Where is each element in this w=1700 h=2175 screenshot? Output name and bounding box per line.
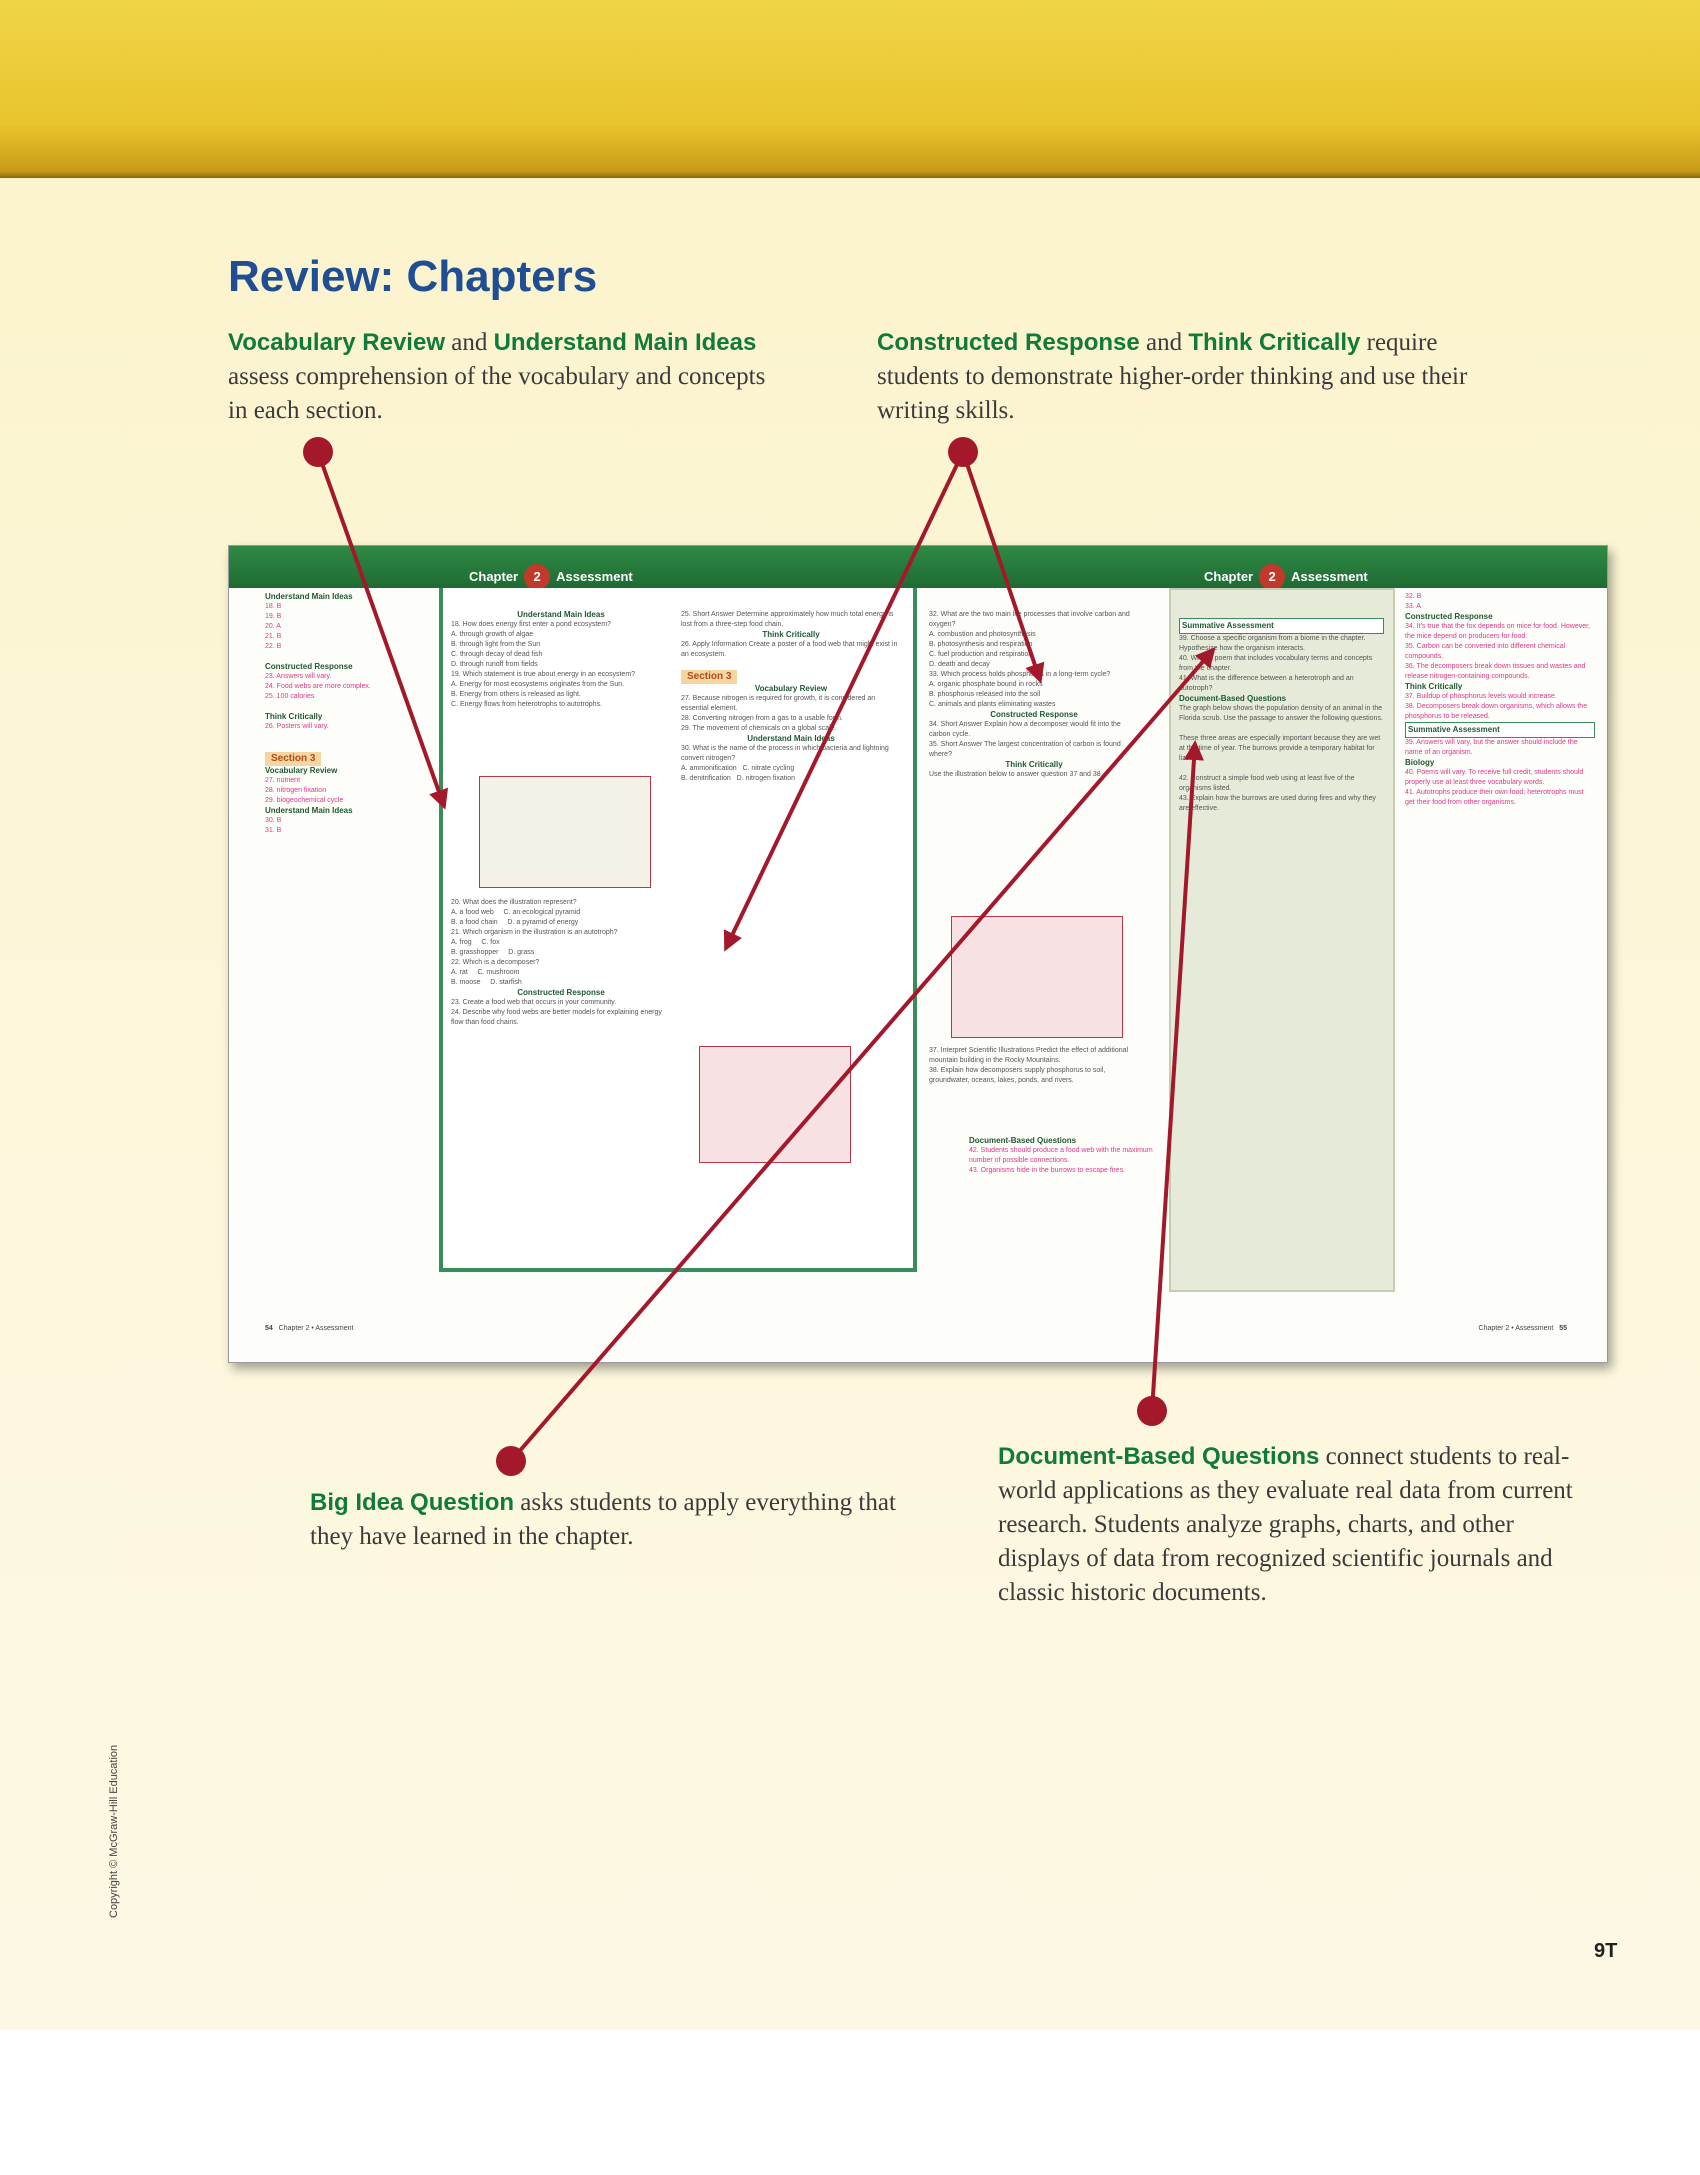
page-number: 55 bbox=[1559, 1325, 1567, 1332]
callout-document-based-questions bbox=[998, 1440, 1598, 1610]
right-margin-notes: 32. B 33. A Constructed Response 34. It's true that the fox depends on mice for food. However, the mice depend on producers for food. 35. Carbon can be converted into different chemical compounds. 36. The decomposers break down tissues and wastes and release nitrogen-containing compounds. Think Critically 37. Buildup of phosphorus levels would increase. 38. Decomposers break down organisms, which allows the phosphorus to be released. Summative Assessment 39. Answers will vary, but the answer should include the name of an organism. Biology 40. Poems will vary. To receive full credit, students should properly use at least three vocabulary words. 41. Autotrophs produce their own food; heterotrophs must get their food from other organisms. bbox=[1405, 592, 1595, 808]
summative-assessment-content: Summative Assessment 39. Choose a specific organism from a biome in the chapter. Hypothesize how the organism interacts. 40. Write a poem that includes vocabulary terms and concepts from the chapter. 41. What is the difference between a heterotroph and an autotroph? Document-Based Questions The graph below shows the population density of an animal in the Florida scrub. Use the passage to answer the following questions. These three areas are especially important because they are wet at the time of year. The burrows provide a temporary habitat for lizards. 42. Construct a simple food web using at least five of the organisms listed. 43. Explain how the burrows are used during fires and why they are effective. bbox=[1179, 618, 1384, 814]
arrow-constructed-1 bbox=[726, 452, 963, 948]
column-heading: Constructed Response bbox=[517, 988, 605, 997]
chapter-number-badge: 2 bbox=[1259, 564, 1285, 590]
callout-keyword: Constructed Response bbox=[877, 329, 1140, 356]
column-heading: Think Critically bbox=[762, 630, 820, 639]
callout-text: require students to demonstrate higher-order thinking and use their writing skills. bbox=[877, 329, 1468, 424]
page-number: 9T bbox=[1594, 1940, 1618, 1962]
margin-heading: Constructed Response bbox=[1405, 612, 1493, 621]
callout-big-idea bbox=[310, 1486, 910, 1554]
left-page-column-1: Understand Main Ideas 18. How does energy first enter a pond ecosystem? A. through growth of algae B. through light from the Sun C. through decay of dead fish D. through runoff from fields 19. Which statement is true about energy in an ecosystem? A. Energy for most ecosystems originates from the Sun. B. Energy from others is released as light. C. Energy flows from heterotrophs to autotrophs. bbox=[451, 610, 671, 710]
column-heading: Understand Main Ideas bbox=[517, 610, 605, 619]
callout-text: asks students to apply everything that they have learned in the chapter. bbox=[310, 1489, 896, 1550]
tab-label: Assessment bbox=[556, 569, 633, 584]
margin-heading: Biology bbox=[1405, 758, 1435, 767]
callout-keyword: Big Idea Question bbox=[310, 1489, 515, 1516]
callout-dot bbox=[303, 437, 333, 467]
callout-keyword: Vocabulary Review bbox=[228, 329, 445, 356]
callout-keyword: Think Critically bbox=[1188, 329, 1361, 356]
margin-heading: Think Critically bbox=[1405, 682, 1463, 691]
box-heading: Summative Assessment bbox=[1179, 618, 1384, 634]
column-heading: Understand Main Ideas bbox=[747, 734, 835, 743]
callout-dot bbox=[496, 1446, 526, 1476]
tab-label: Chapter bbox=[469, 569, 519, 584]
left-page-column-1b: 20. What does the illustration represent? A. a food web C. an ecological pyramid B. a food chain D. a pyramid of energy 21. Which organism in the illustration is an autotroph? A. frog C. fox B. grasshopper D. grass 22. Which is a decomposer? A. rat C. mushroom B. moose D. starfish Constructed Response 23. Create a food web that occurs in your community. 24. Describe why food webs are better models for explaining energy flow than food chains. bbox=[451, 898, 671, 1028]
callout-dot bbox=[948, 437, 978, 467]
right-page-column-1b: 37. Interpret Scientific Illustrations Predict the effect of additional mountain building in the Rocky Mountains. 38. Explain how decomposers supply phosphorus to soil, groundwater, oceans, lakes, ponds, and rivers. bbox=[929, 1047, 1129, 1084]
column-heading: Constructed Response bbox=[990, 710, 1078, 719]
copyright-notice: Copyright © McGraw-Hill Education bbox=[108, 1744, 120, 1918]
tab-label: Chapter bbox=[1204, 569, 1254, 584]
callout-keyword: Understand Main Ideas bbox=[493, 329, 757, 356]
dbq-answers: Document-Based Questions 42. Students should produce a food web with the maximum number of possible connections. 43. Organisms hide in the burrows to escape fires. bbox=[969, 1136, 1159, 1176]
callout-text: and bbox=[1139, 329, 1189, 356]
section-3-tab: Section 3 bbox=[681, 670, 737, 684]
margin-heading: Constructed Response bbox=[265, 662, 353, 671]
callout-text: connect students to real-world applications as they evaluate real data from current research. Students analyze graphs, charts, and other displays of data from recognized scientific journals and classic historic documents. bbox=[998, 1443, 1573, 1606]
arrow-constructed-2 bbox=[963, 452, 1040, 680]
section-3-tab: Section 3 bbox=[265, 752, 321, 766]
chapter-number-badge: 2 bbox=[524, 564, 550, 590]
margin-heading: Think Critically bbox=[265, 712, 323, 721]
callout-text: assess comprehension of the vocabulary and concepts in each section. bbox=[228, 363, 766, 424]
column-heading: Document-Based Questions bbox=[969, 1136, 1077, 1145]
margin-heading: Summative Assessment bbox=[1405, 722, 1595, 738]
callout-text: and bbox=[444, 329, 494, 356]
box-heading: Document-Based Questions bbox=[1179, 694, 1287, 703]
margin-heading: Vocabulary Review bbox=[265, 766, 338, 775]
arrow-vocabulary bbox=[318, 452, 444, 806]
page-title: Review: Chapters bbox=[228, 252, 598, 301]
footer-text: Chapter 2 • Assessment bbox=[1478, 1325, 1554, 1332]
margin-heading: Understand Main Ideas bbox=[265, 592, 353, 601]
column-heading: Vocabulary Review bbox=[754, 684, 828, 693]
column-heading: Think Critically bbox=[1005, 760, 1063, 769]
page-number: 54 bbox=[265, 1325, 273, 1332]
callout-keyword: Document-Based Questions bbox=[998, 1443, 1320, 1470]
left-page-column-2: 25. Short Answer Determine approximately how much total energy is lost from a three-step food chain. Think Critically 26. Apply Information Create a poster of a food web that might exist in an ecosystem. Section 3 Vocabulary Review 27. Because nitrogen is required for growth, it is considered an essential element. 28. Converting nitrogen from a gas to a usable form. 29. The movement of chemicals on a global scale. Understand Main Ideas 30. What is the name of the process in which bacteria and lightning convert nitrogen? A. ammonification C. nitrate cycling B. denitrification D. nitrogen fixation bbox=[681, 610, 901, 784]
arrow-big-idea bbox=[511, 650, 1213, 1461]
right-page-column-1: 32. What are the two main life processes that involve carbon and oxygen? A. combustion and photosynthesis B. photosynthesis and respiration C. fuel production and respiration D. death and decay 33. Which process holds phosphorus in a long-term cycle? A. organic phosphate bound in rocks B. phosphorus released into the soil C. animals and plants eliminating wastes Constructed Response 34. Short Answer Explain how a decomposer would fit into the carbon cycle. 35. Short Answer The largest concentration of carbon is found where? Think Critically Use the illustration below to answer question 37 and 38. bbox=[929, 610, 1139, 780]
left-margin-notes: Understand Main Ideas 18. B 19. B 20. A 21. B 22. B Constructed Response 23. Answers will vary. 24. Food webs are more complex. 25. 100 calories Think Critically 26. Posters will vary. Section 3 Vocabulary Review 27. nutrient 28. nitrogen fixation 29. biogeochemical cycle Understand Main Ideas 30. B 31. B bbox=[265, 592, 425, 836]
arrow-dbq bbox=[1152, 744, 1195, 1411]
tab-label: Assessment bbox=[1291, 569, 1368, 584]
margin-heading: Understand Main Ideas bbox=[265, 806, 353, 815]
footer-text: Chapter 2 • Assessment bbox=[278, 1325, 354, 1332]
callout-dot bbox=[1137, 1396, 1167, 1426]
